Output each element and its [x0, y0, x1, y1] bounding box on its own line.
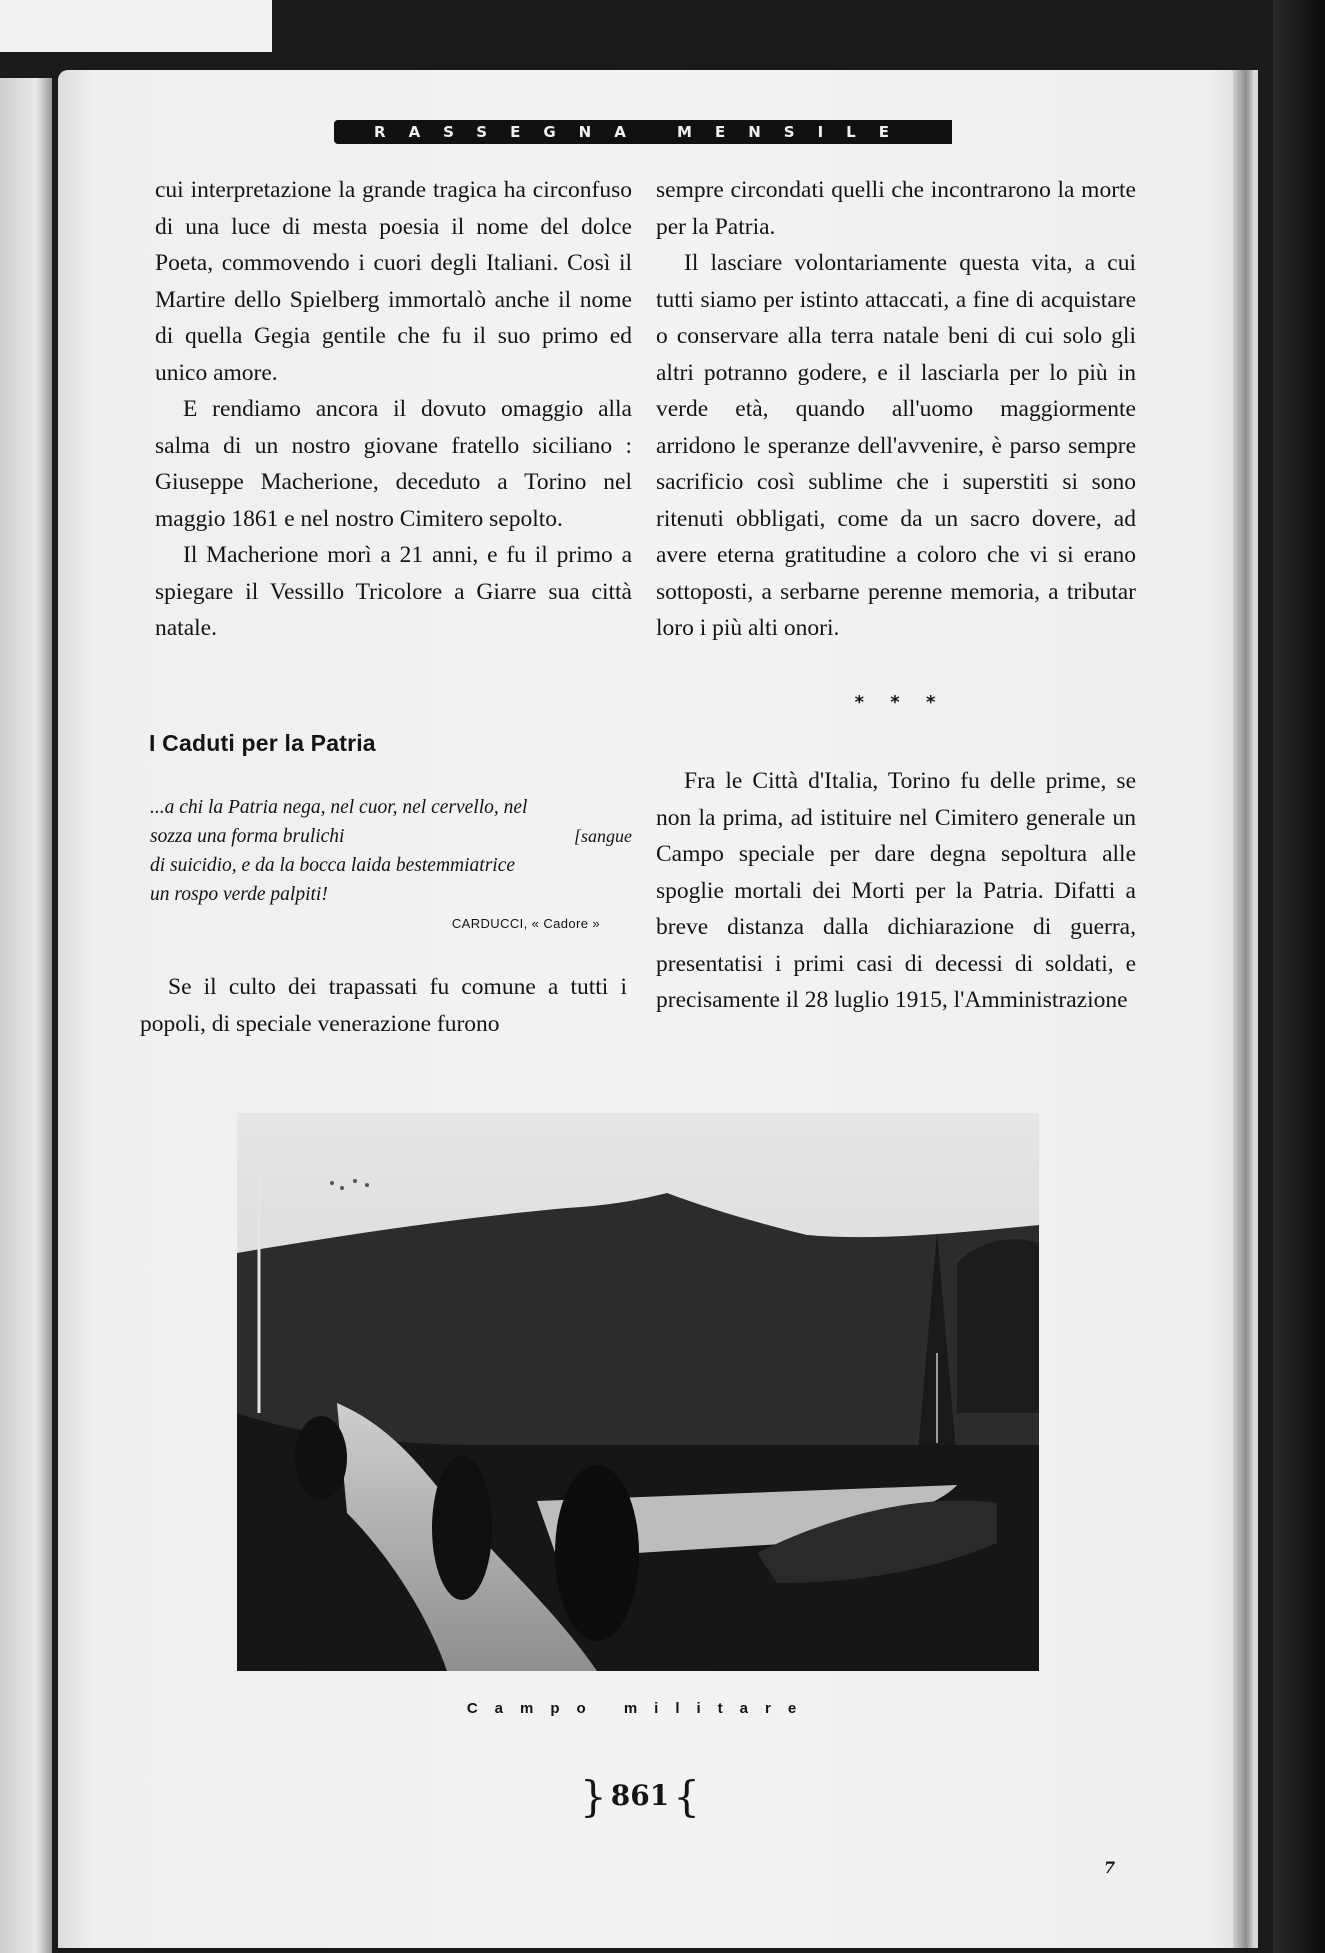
page-number-value: 861 — [610, 1779, 670, 1812]
left-column-lower — [140, 969, 627, 1042]
epigraph-line: di suicidio, e da la bocca laida bestemmiatrice — [150, 855, 516, 876]
previous-page-edge — [0, 78, 52, 1953]
epigraph-attribution: CARDUCCI, « Cadore » — [451, 916, 600, 931]
bracket-icon: } — [580, 1772, 607, 1821]
paragraph: Il Macherione morì a 21 anni, e fu il primo a spiegare il Vessillo Tricolore a Giarre sua città natale. — [155, 542, 632, 641]
photo-illustration — [237, 1113, 1039, 1671]
paragraph: cui interpretazione la grande tragica ha circonfuso di una luce di mesta poesia il nome del dolce Poeta, commovendo i cuori degli Italiani. Così il Martire dello Spielberg immortalò anche il nome di quella Gegia gentile che fu il suo primo ed unico amore. — [155, 177, 632, 386]
epigraph-line: ...a chi la Patria nega, nel cuor, nel cervello, nel — [150, 797, 528, 818]
right-column-lower — [656, 763, 1136, 1019]
epigraph-wrap: [sangue — [574, 826, 632, 846]
paragraph: Fra le Città d'Italia, Torino fu delle prime, se non la prima, ad istituire nel Cimitero generale un Campo speciale per dare degna sepoltura alle spoglie mortali dei Morti per la Patria. Difatti a breve distanza dalla dichiarazione di guerra, presentatisi i primi casi di decessi di soldati, e precisamente il 28 luglio 1915, l'Amministrazione — [656, 768, 1136, 1013]
scan-margin — [0, 0, 272, 52]
epigraph-text: sozza una forma brulichi — [150, 826, 345, 847]
paragraph: sempre circondati quelli che incontrarono la morte per la Patria. — [656, 177, 1136, 240]
cemetery-photo — [237, 1113, 1039, 1671]
section-separator: * * * — [854, 692, 946, 713]
photo-caption: Campo militare — [466, 1700, 814, 1717]
paragraph: Se il culto dei trapassati fu comune a tutti i popoli, di speciale venerazione furono — [140, 974, 627, 1037]
left-column — [155, 172, 632, 647]
epigraph-line: un rospo verde palpiti! — [150, 884, 328, 905]
section-title: I Caduti per la Patria — [149, 730, 376, 756]
page-edge-shadow — [1233, 70, 1255, 1948]
running-header: RASSEGNA MENSILE — [334, 120, 952, 144]
bracket-icon: { — [673, 1772, 700, 1821]
paragraph: Il lasciare volontariamente questa vita, a cui tutti siamo per istinto attaccati, a fine di acquistare o conservare alla terra natale beni di cui solo gli altri potranno godere, e il lasciarla per lo più in verde età, quando all'uomo maggiormente arridono le speranze dell'avvenire, è parso sempre sacrificio così sublime che i superstiti si sono ritenuti obbligati, come da un sacro dovere, ad avere eterna gratitudine a coloro che vi si erano sottoposti, a serbarne perenne memoria, a tributar loro i più alti onori. — [656, 250, 1136, 641]
epigraph-line — [150, 822, 632, 851]
page-number — [575, 1772, 705, 1821]
right-column — [656, 172, 1136, 647]
epigraph — [150, 793, 632, 909]
signature-mark: 7 — [1104, 1858, 1116, 1877]
paragraph: E rendiamo ancora il dovuto omaggio alla salma di un nostro giovane fratello siciliano : Giuseppe Macherione, deceduto a Torino nel maggio 1861 e nel nostro Cimitero sepolto. — [155, 396, 632, 532]
scan-border — [1273, 0, 1325, 1953]
